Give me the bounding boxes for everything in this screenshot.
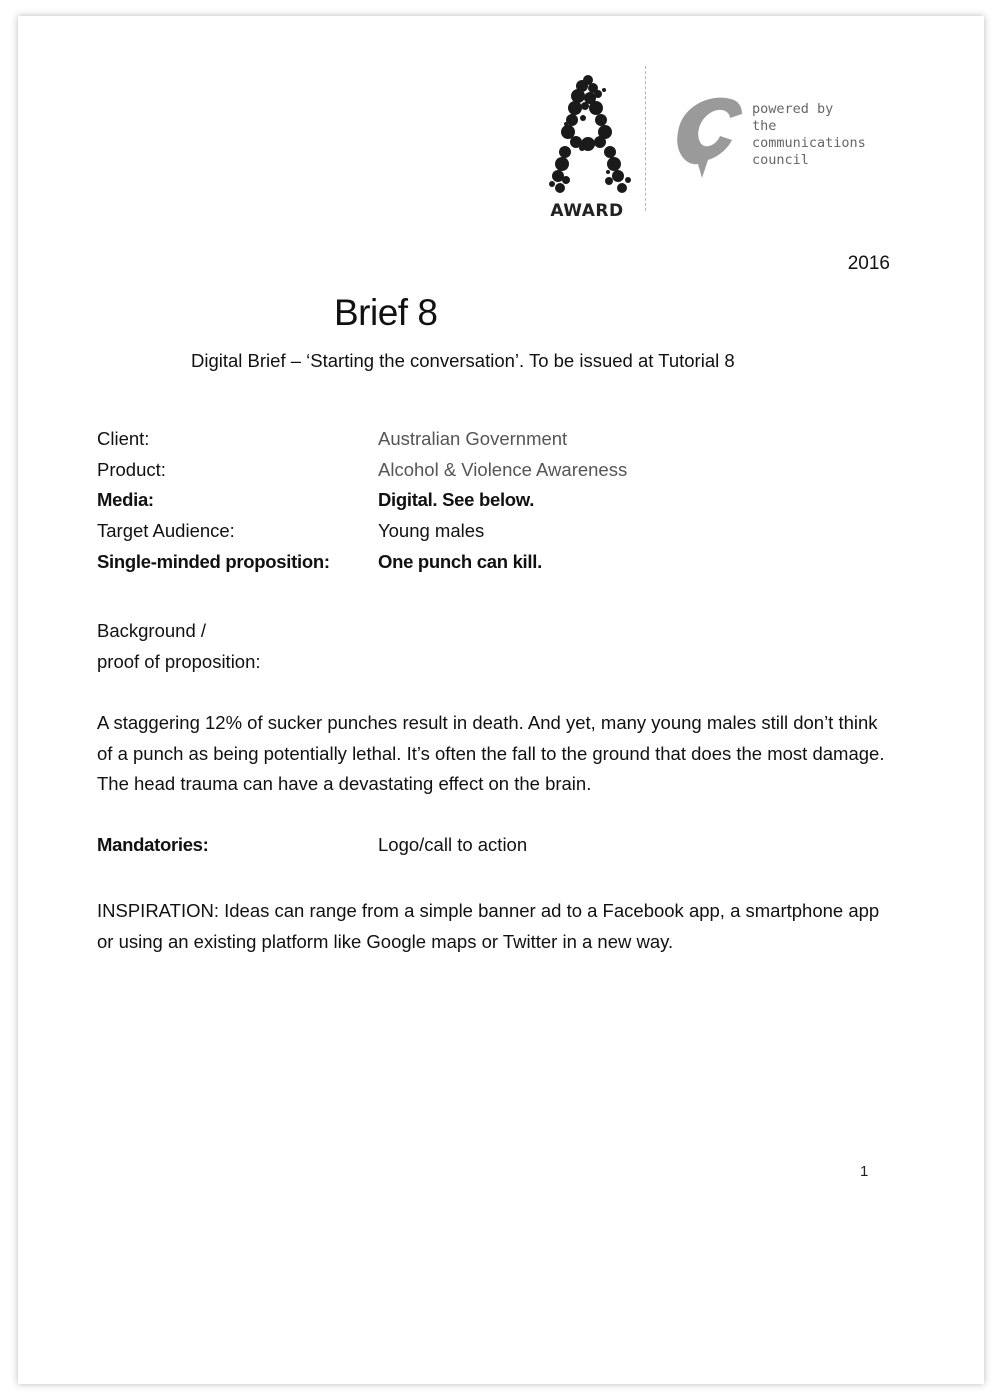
field-label: Target Audience:: [97, 520, 235, 542]
logo-divider: [645, 66, 646, 211]
subtitle: Digital Brief – ‘Starting the conversation’. To be issued at Tutorial 8: [191, 350, 735, 371]
field-value: Young males: [378, 520, 485, 542]
award-logo-text: AWARD: [550, 201, 624, 221]
page-title: Brief 8: [334, 292, 438, 333]
communications-council-c-logo-icon: [674, 94, 746, 180]
inspiration-paragraph: INSPIRATION: Ideas can range from a simple banner ad to a Facebook app, a smartphone app or using an existing platform like Google maps or Twitter in a new way.: [97, 900, 880, 952]
document-page: [18, 16, 984, 1384]
field-label: Product:: [97, 458, 166, 480]
council-line: powered by: [752, 101, 834, 117]
brief-fields: [97, 428, 897, 581]
council-line: council: [752, 152, 809, 168]
council-line: communications: [752, 135, 866, 151]
field-label: Client:: [97, 428, 150, 449]
field-label: Media:: [97, 489, 154, 511]
field-value: Australian Government: [378, 428, 568, 449]
background-label-line: Background /: [97, 620, 207, 641]
mandatories-value: Logo/call to action: [378, 834, 528, 855]
background-paragraph: A staggering 12% of sucker punches result in death. And yet, many young males still don’t think of a punch as being potentially lethal. It’s often the fall to the ground that does the most damage. The head trauma can have a devastating effect on the brain.: [97, 712, 885, 795]
background-label-line: proof of proposition:: [97, 650, 261, 672]
mandatories-label: Mandatories:: [97, 834, 209, 855]
communications-council-text: [752, 101, 892, 169]
field-value: Alcohol & Violence Awareness: [378, 458, 628, 480]
field-media: [97, 489, 897, 520]
year: 2016: [847, 253, 890, 274]
council-line: the: [752, 118, 777, 134]
field-product: [97, 459, 897, 490]
field-client: [97, 428, 897, 459]
field-proposition: [97, 551, 897, 582]
background-label: [97, 616, 261, 677]
field-target-audience: [97, 520, 897, 551]
page-number: 1: [860, 1163, 869, 1180]
field-value: Digital. See below.: [378, 489, 535, 511]
field-label: Single-minded proposition:: [97, 550, 330, 572]
field-value: One punch can kill.: [378, 550, 542, 572]
